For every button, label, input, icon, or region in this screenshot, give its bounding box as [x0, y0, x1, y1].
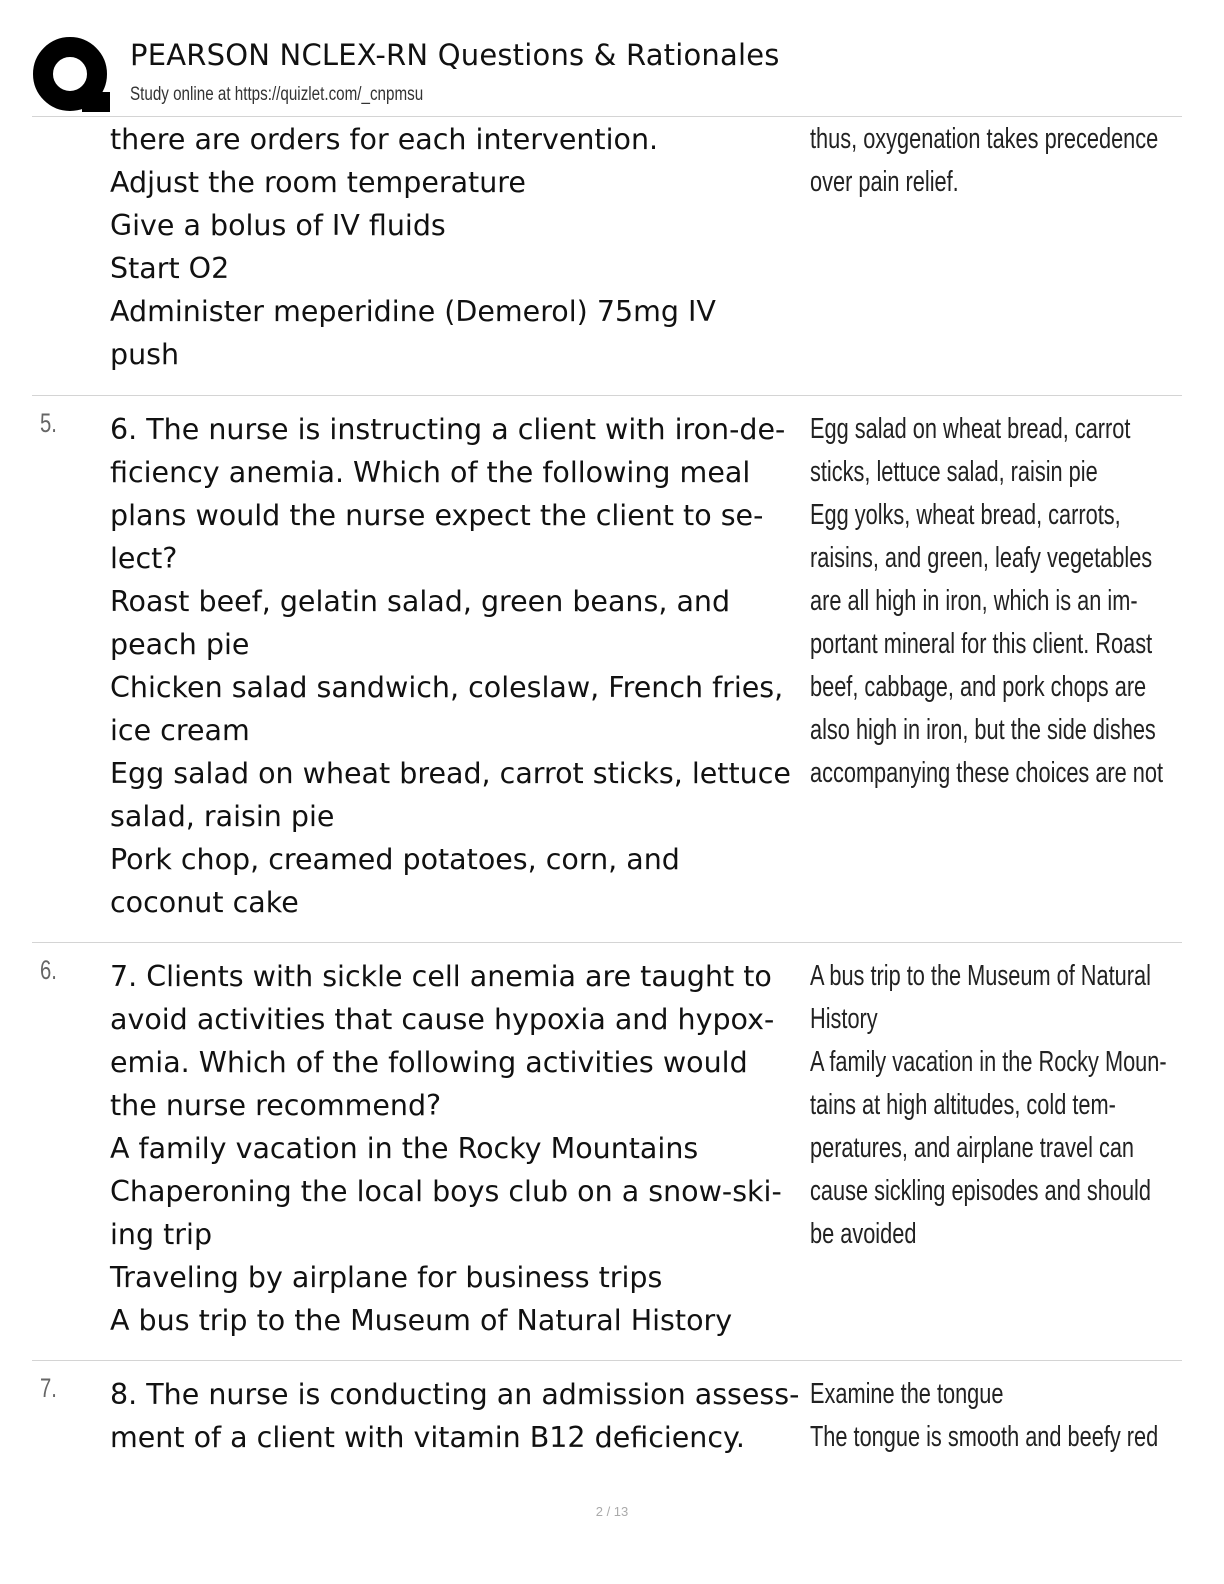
- question-line: peach pie: [110, 628, 250, 661]
- question-line: Give a bolus of IV fluids: [110, 209, 446, 242]
- header-divider: [32, 116, 1182, 117]
- question-line: 7. Clients with sickle cell anemia are taught to: [110, 960, 772, 993]
- question-line: Roast beef, gelatin salad, green beans, and: [110, 585, 731, 618]
- question-line: ficiency anemia. Which of the following meal: [110, 456, 751, 489]
- quizlet-logo-icon: [32, 36, 112, 116]
- answer-line: over pain relief.: [810, 166, 959, 198]
- question-line: coconut cake: [110, 886, 299, 919]
- row-number: 7.: [40, 1373, 57, 1403]
- question-text: [110, 408, 810, 924]
- row-divider: [32, 1360, 1182, 1361]
- question-line: Start O2: [110, 252, 230, 285]
- row-divider: [32, 942, 1182, 943]
- answer-line: cause sickling episodes and should: [810, 1175, 1151, 1207]
- question-line: Pork chop, creamed potatoes, corn, and: [110, 843, 680, 876]
- answer-line: sticks, lettuce salad, raisin pie: [810, 456, 1098, 488]
- document-title: PEARSON NCLEX-RN Questions & Rationales: [130, 38, 780, 72]
- question-line: ing trip: [110, 1218, 213, 1251]
- answer-line: A family vacation in the Rocky Moun-: [810, 1046, 1167, 1078]
- question-text: [110, 118, 810, 376]
- question-line: lect?: [110, 542, 178, 575]
- row-number: 5.: [40, 408, 57, 438]
- answer-line: tains at high altitudes, cold tem-: [810, 1089, 1116, 1121]
- question-line: ment of a client with vitamin B12 deficiency.: [110, 1421, 745, 1454]
- question-line: Traveling by airplane for business trips: [110, 1261, 663, 1294]
- answer-line: portant mineral for this client. Roast: [810, 628, 1153, 660]
- question-line: ice cream: [110, 714, 250, 747]
- answer-line: accompanying these choices are not: [810, 757, 1164, 789]
- question-text: [110, 1373, 810, 1459]
- answer-line: be avoided: [810, 1218, 917, 1250]
- question-line: push: [110, 338, 180, 371]
- question-line: the nurse recommend?: [110, 1089, 442, 1122]
- question-line: Chicken salad sandwich, coleslaw, French fries,: [110, 671, 784, 704]
- question-line: Administer meperidine (Demerol) 75mg IV: [110, 295, 716, 328]
- answer-line: History: [810, 1003, 878, 1035]
- page-number: 2 / 13: [595, 1504, 629, 1519]
- answer-text: [810, 118, 1182, 204]
- question-line: plans would the nurse expect the client to se-: [110, 499, 764, 532]
- answer-text: [810, 1373, 1182, 1459]
- question-line: salad, raisin pie: [110, 800, 335, 833]
- question-line: avoid activities that cause hypoxia and hypox-: [110, 1003, 775, 1036]
- row-number: 6.: [40, 955, 57, 985]
- answer-line: are all high in iron, which is an im-: [810, 585, 1138, 617]
- row-divider: [32, 395, 1182, 396]
- answer-line: Examine the tongue: [810, 1378, 1004, 1410]
- question-line: there are orders for each intervention.: [110, 123, 659, 156]
- question-line: 6. The nurse is instructing a client with iron-de-: [110, 413, 786, 446]
- page-header: [32, 28, 1182, 118]
- answer-line: also high in iron, but the side dishes: [810, 714, 1156, 746]
- answer-line: thus, oxygenation takes precedence: [810, 123, 1159, 155]
- answer-line: peratures, and airplane travel can: [810, 1132, 1135, 1164]
- question-line: A family vacation in the Rocky Mountains: [110, 1132, 699, 1165]
- question-text: [110, 955, 810, 1342]
- answer-line: Egg salad on wheat bread, carrot: [810, 413, 1131, 445]
- answer-line: The tongue is smooth and beefy red: [810, 1421, 1159, 1453]
- answer-line: A bus trip to the Museum of Natural: [810, 960, 1151, 992]
- answer-line: Egg yolks, wheat bread, carrots,: [810, 499, 1121, 531]
- answer-line: beef, cabbage, and pork chops are: [810, 671, 1147, 703]
- answer-line: raisins, and green, leafy vegetables: [810, 542, 1153, 574]
- answer-text: [810, 408, 1182, 795]
- question-line: Adjust the room temperature: [110, 166, 526, 199]
- question-line: emia. Which of the following activities would: [110, 1046, 748, 1079]
- answer-text: [810, 955, 1182, 1256]
- question-line: Chaperoning the local boys club on a snow-ski-: [110, 1175, 782, 1208]
- question-line: A bus trip to the Museum of Natural History: [110, 1304, 733, 1337]
- question-line: Egg salad on wheat bread, carrot sticks, lettuce: [110, 757, 791, 790]
- question-line: 8. The nurse is conducting an admission assess-: [110, 1378, 800, 1411]
- study-online-link[interactable]: Study online at https://quizlet.com/_cnpmsu: [130, 84, 424, 105]
